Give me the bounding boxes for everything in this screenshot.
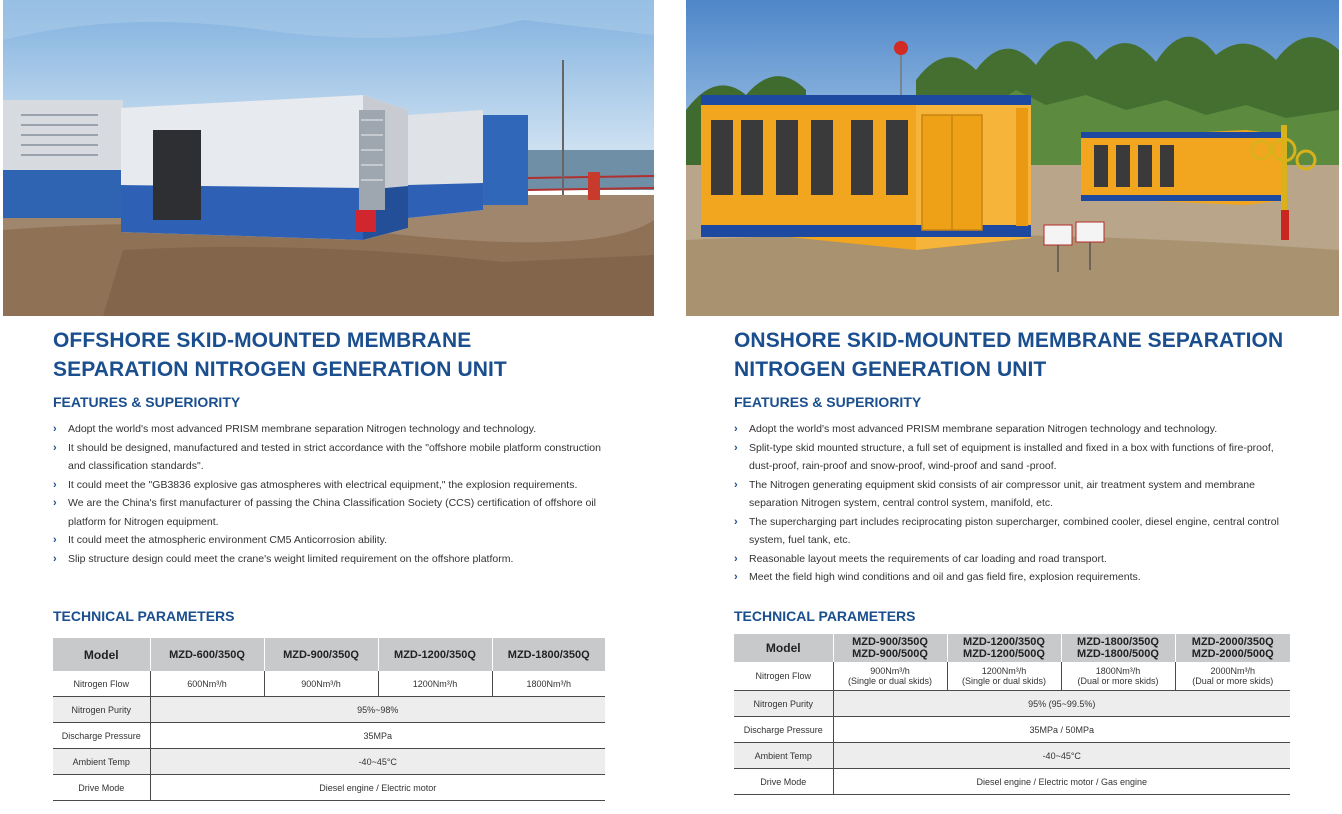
table-cell: 1200Nm³/h xyxy=(378,671,492,697)
offshore-title-line1: OFFSHORE SKID-MOUNTED MEMBRANE xyxy=(53,329,472,352)
flow-note: (Dual or more skids) xyxy=(1192,676,1274,686)
table-cell: 1800Nm³/h xyxy=(492,671,605,697)
chevron-right-icon: › xyxy=(53,534,57,546)
chevron-right-icon: › xyxy=(734,441,738,454)
chevron-right-icon: › xyxy=(53,497,57,509)
feature-item xyxy=(53,494,613,531)
offshore-photo-illustration xyxy=(3,0,654,316)
feature-text: The Nitrogen generating equipment skid consists of air compressor unit, air treatment system and membrane separation Nitrogen system, central control system, manifold, etc. xyxy=(749,478,1255,509)
feature-item xyxy=(734,568,1294,587)
feature-text: It could meet the atmospheric environment CM5 Anticorrosion ability. xyxy=(68,534,388,546)
row-label: Nitrogen Purity xyxy=(53,697,150,723)
flow-value: 2000Nm³/h xyxy=(1210,666,1256,676)
model-350-label: MZD-1800/350Q xyxy=(1077,636,1159,648)
feature-text: Adopt the world's most advanced PRISM membrane separation Nitrogen technology and technology. xyxy=(749,423,1218,435)
model-cell: MZD-1800/350Q xyxy=(492,638,605,671)
row-label: Discharge Pressure xyxy=(53,723,150,749)
feature-text: The supercharging part includes reciprocating piston supercharger, combined cooler, diesel engine, central control system, fuel tank, etc. xyxy=(749,515,1279,546)
feature-item xyxy=(734,513,1294,550)
offshore-skid-unit-photo xyxy=(3,0,654,316)
onshore-features-list xyxy=(734,420,1294,587)
table-cell: 35MPa xyxy=(150,723,605,749)
row-label: Nitrogen Flow xyxy=(53,671,150,697)
table-row xyxy=(734,717,1290,743)
table-cell: 95% (95~99.5%) xyxy=(833,691,1290,717)
feature-item xyxy=(734,550,1294,569)
model-cell xyxy=(1175,634,1290,662)
table-cell xyxy=(1175,662,1290,691)
offshore-features-list xyxy=(53,420,613,568)
table-row xyxy=(53,723,605,749)
row-label: Drive Mode xyxy=(53,775,150,801)
model-cell: MZD-600/350Q xyxy=(150,638,264,671)
table-row xyxy=(734,769,1290,795)
flow-value: 1200Nm³/h xyxy=(981,666,1027,676)
model-350-label: MZD-1200/350Q xyxy=(963,636,1045,648)
onshore-params-table xyxy=(734,634,1290,795)
table-cell: -40~45°C xyxy=(150,749,605,775)
chevron-right-icon: › xyxy=(734,423,738,435)
offshore-params-table xyxy=(53,638,605,801)
chevron-right-icon: › xyxy=(734,478,738,491)
table-row xyxy=(734,743,1290,769)
feature-item xyxy=(734,439,1294,476)
chevron-right-icon: › xyxy=(53,478,57,491)
onshore-features-heading: FEATURES & SUPERIORITY xyxy=(734,394,922,410)
flow-value: 1800Nm³/h xyxy=(1095,666,1141,676)
model-cell xyxy=(833,634,947,662)
table-cell: Diesel engine / Electric motor / Gas engine xyxy=(833,769,1290,795)
model-header: Model xyxy=(53,638,150,671)
model-350-label: MZD-2000/350Q xyxy=(1191,636,1274,648)
table-cell: -40~45°C xyxy=(833,743,1290,769)
row-label: Drive Mode xyxy=(734,769,833,795)
table-cell: 600Nm³/h xyxy=(150,671,264,697)
table-row xyxy=(734,691,1290,717)
model-500-label: MZD-1800/500Q xyxy=(1077,648,1159,660)
feature-text: We are the China's first manufacturer of passing the China Classification Society (CCS) certification of offshore oil platform for Nitrogen equipment. xyxy=(68,497,597,528)
chevron-right-icon: › xyxy=(734,571,738,583)
model-500-label: MZD-2000/500Q xyxy=(1191,648,1274,660)
onshore-skid-unit-photo xyxy=(686,0,1339,316)
table-cell: 900Nm³/h xyxy=(264,671,378,697)
feature-item xyxy=(53,439,613,476)
feature-item xyxy=(53,531,613,550)
offshore-title-line2: SEPARATION NITROGEN GENERATION UNIT xyxy=(53,358,507,381)
row-label: Ambient Temp xyxy=(53,749,150,775)
onshore-panel xyxy=(683,0,1342,814)
offshore-title xyxy=(53,326,653,384)
feature-text: Meet the field high wind conditions and oil and gas field fire, explosion requirements. xyxy=(749,571,1141,583)
table-cell xyxy=(947,662,1061,691)
row-label: Nitrogen Purity xyxy=(734,691,833,717)
table-row xyxy=(53,775,605,801)
table-row xyxy=(53,671,605,697)
row-label: Discharge Pressure xyxy=(734,717,833,743)
feature-item xyxy=(53,476,613,495)
row-label: Nitrogen Flow xyxy=(734,662,833,691)
feature-item xyxy=(53,550,613,569)
onshore-title-line1: ONSHORE SKID-MOUNTED MEMBRANE SEPARATION xyxy=(734,329,1284,352)
table-cell: 95%~98% xyxy=(150,697,605,723)
chevron-right-icon: › xyxy=(53,552,57,565)
table-header-row xyxy=(53,638,605,671)
feature-text: It could meet the "GB3836 explosive gas atmospheres with electrical equipment," the explosion requirements. xyxy=(68,478,578,491)
model-header: Model xyxy=(734,634,833,662)
model-500-label: MZD-900/500Q xyxy=(852,648,928,660)
feature-item xyxy=(734,476,1294,513)
flow-note: (Single or dual skids) xyxy=(961,676,1047,686)
table-row xyxy=(734,662,1290,691)
model-cell xyxy=(947,634,1061,662)
table-row xyxy=(53,749,605,775)
model-500-label: MZD-1200/500Q xyxy=(963,648,1045,660)
feature-text: It should be designed, manufactured and tested in strict accordance with the "offshore mobile platform construction and classification standards". xyxy=(68,441,601,472)
feature-text: Slip structure design could meet the crane's weight limited requirement on the offshore platform. xyxy=(68,552,514,565)
offshore-panel xyxy=(0,0,660,814)
feature-item xyxy=(53,420,613,439)
feature-item xyxy=(734,420,1294,439)
flow-note: (Single or dual skids) xyxy=(847,676,933,686)
table-cell: Diesel engine / Electric motor xyxy=(150,775,605,801)
onshore-title-line2: NITROGEN GENERATION UNIT xyxy=(734,358,1047,381)
table-cell xyxy=(833,662,947,691)
table-header-row xyxy=(734,634,1290,662)
offshore-params-heading: TECHNICAL PARAMETERS xyxy=(53,608,235,624)
offshore-features-heading: FEATURES & SUPERIORITY xyxy=(53,394,241,410)
feature-text: Adopt the world's most advanced PRISM membrane separation Nitrogen technology and technology. xyxy=(68,423,537,435)
onshore-params-heading: TECHNICAL PARAMETERS xyxy=(734,608,916,624)
feature-text: Reasonable layout meets the requirements of car loading and road transport. xyxy=(749,552,1107,565)
model-cell xyxy=(1061,634,1175,662)
chevron-right-icon: › xyxy=(53,441,57,454)
onshore-title xyxy=(734,326,1334,384)
row-label: Ambient Temp xyxy=(734,743,833,769)
chevron-right-icon: › xyxy=(53,423,57,435)
flow-value: 900Nm³/h xyxy=(870,666,910,676)
table-cell: 35MPa / 50MPa xyxy=(833,717,1290,743)
model-cell: MZD-1200/350Q xyxy=(378,638,492,671)
table-row xyxy=(53,697,605,723)
onshore-photo-illustration xyxy=(686,0,1339,316)
table-cell xyxy=(1061,662,1175,691)
feature-text: Split-type skid mounted structure, a full set of equipment is installed and fixed in a box with functions of fire-proof, dust-proof, rain-proof and snow-proof, wind-proof and sand -proof. xyxy=(749,441,1274,472)
chevron-right-icon: › xyxy=(734,515,738,528)
flow-note: (Dual or more skids) xyxy=(1077,676,1159,686)
chevron-right-icon: › xyxy=(734,552,738,565)
model-350-label: MZD-900/350Q xyxy=(852,636,928,648)
model-cell: MZD-900/350Q xyxy=(264,638,378,671)
